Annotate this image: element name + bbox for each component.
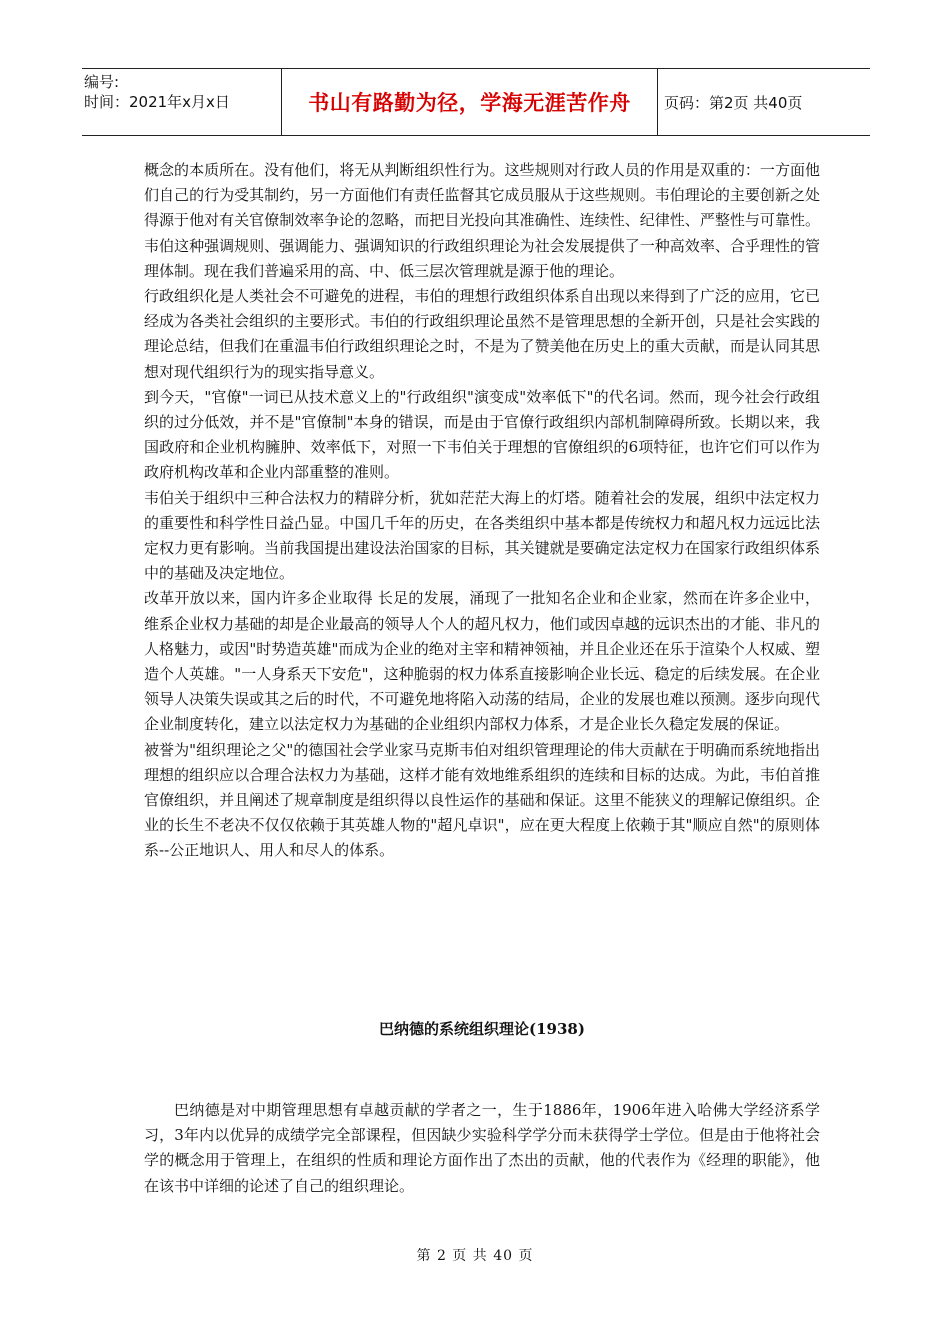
body-text [144,158,820,864]
paragraph: 改革开放以来，国内许多企业取得 长足的发展，涌现了一批知名企业和企业家，然而在许多企业中，维系企业权力基础的却是企业最高的领导人个人的超凡权力，他们或因卓越的远识杰出的才能、非凡的人格魅力，或因"时势造英雄"而成为企业的绝对主宰和精神领袖，并且企业还在乐于渲染个人权威、塑造个人英雄。"一人身系天下安危"，这种脆弱的权力体系直接影响企业长远、稳定的后续发展。在企业领导人决策失误或其之后的时代，不可避免地将陷入动荡的结局，企业的发展也难以预测。逐步向现代企业制度转化，建立以法定权力为基础的企业组织内部权力体系，才是企业长久稳定发展的保证。 [144,589,820,734]
paragraph: 到今天，"官僚"一词已从技术意义上的"行政组织"演变成"效率低下"的代名词。然而，现今社会行政组织的过分低效，并不是"官僚制"本身的错误，而是由于官僚行政组织内部机制障碍所致。长期以来，我国政府和企业机构臃肿、效率低下，对照一下韦伯关于理想的官僚组织的6项特征，也许它们可以作为政府机构改革和企业内部重整的准则。 [144,387,820,482]
paragraph: 韦伯关于组织中三种合法权力的精辟分析，犹如茫茫大海上的灯塔。随着社会的发展，组织中法定权力的重要性和科学性日益凸显。中国几千年的历史，在各类组织中基本都是传统权力和超凡权力远远比法定权力更有影响。当前我国提出建设法治国家的目标，其关键就是要确定法定权力在国家行政组织体系中的基础及决定地位。 [144,488,820,583]
document-number-label: 编号: [84,73,120,91]
page-header [82,68,870,136]
intro-paragraph: 巴纳德是对中期管理思想有卓越贡献的学者之一，生于1886年，1906年进入哈佛大学经济系学习，3年内以优异的成绩学完全部课程，但因缺少实验科学学分而未获得学士学位。但是由于他将社会学的概念用于管理上，在组织的性质和理论方面作出了杰出的贡献，他的代表作为《经理的职能》，他在该书中详细的论述了自己的组织理论。 [144,1101,820,1195]
paragraph: 被誉为"组织理论之父"的德国社会学业家马克斯韦伯对组织管理理论的伟大贡献在于明确而系统地指出理想的组织应以合理合法权力为基础，这样才能有效地维系组织的连续和目标的达成。为此，韦伯首推官僚组织，并且阐述了规章制度是组织得以良性运作的基础和保证。这里不能狭义的理解记僚组织。企业的长生不老决不仅仅依赖于其英雄人物的"超凡卓识"，应在更大程度上依赖于其"顺应自然"的原则体系--公正地识人、用人和尽人的体系。 [144,740,820,860]
header-motto: 书山有路勤为径，学海无涯苦作舟 [282,69,658,135]
header-meta [82,69,282,135]
paragraph: 概念的本质所在。没有他们，将无从判断组织性行为。这些规则对行政人员的作用是双重的：一方面他们自己的行为受其制约，另一方面他们有责任监督其它成员服从于这些规则。韦伯理论的主要创新之处得源于他对有关官僚制效率争论的忽略，而把目光投向其准确性、连续性、纪律性、严整性与可靠性。韦伯这种强调规则、强调能力、强调知识的行政组织理论为社会发展提供了一种高效率、合乎理性的管理体制。现在我们普遍采用的高、中、低三层次管理就是源于他的理论。 [144,161,820,280]
paragraph: 行政组织化是人类社会不可避免的进程，韦伯的理想行政组织体系自出现以来得到了广泛的应用，它已经成为各类社会组织的主要形式。韦伯的行政组织理论虽然不是管理思想的全新开创，只是社会实践的理论总结，但我们在重温韦伯行政组织理论之时，不是为了赞美他在历史上的重大贡献，而是认同其思想对现代组织行为的现实指导意义。 [144,287,820,381]
header-page-number: 页码：第2页 共40页 [664,93,803,112]
section-heading: 巴纳德的系统组织理论(1938) [379,1020,585,1038]
document-date: 时间：2021年x月x日 [84,93,230,111]
page-footer: 第 2 页 共 40 页 [416,1248,534,1264]
